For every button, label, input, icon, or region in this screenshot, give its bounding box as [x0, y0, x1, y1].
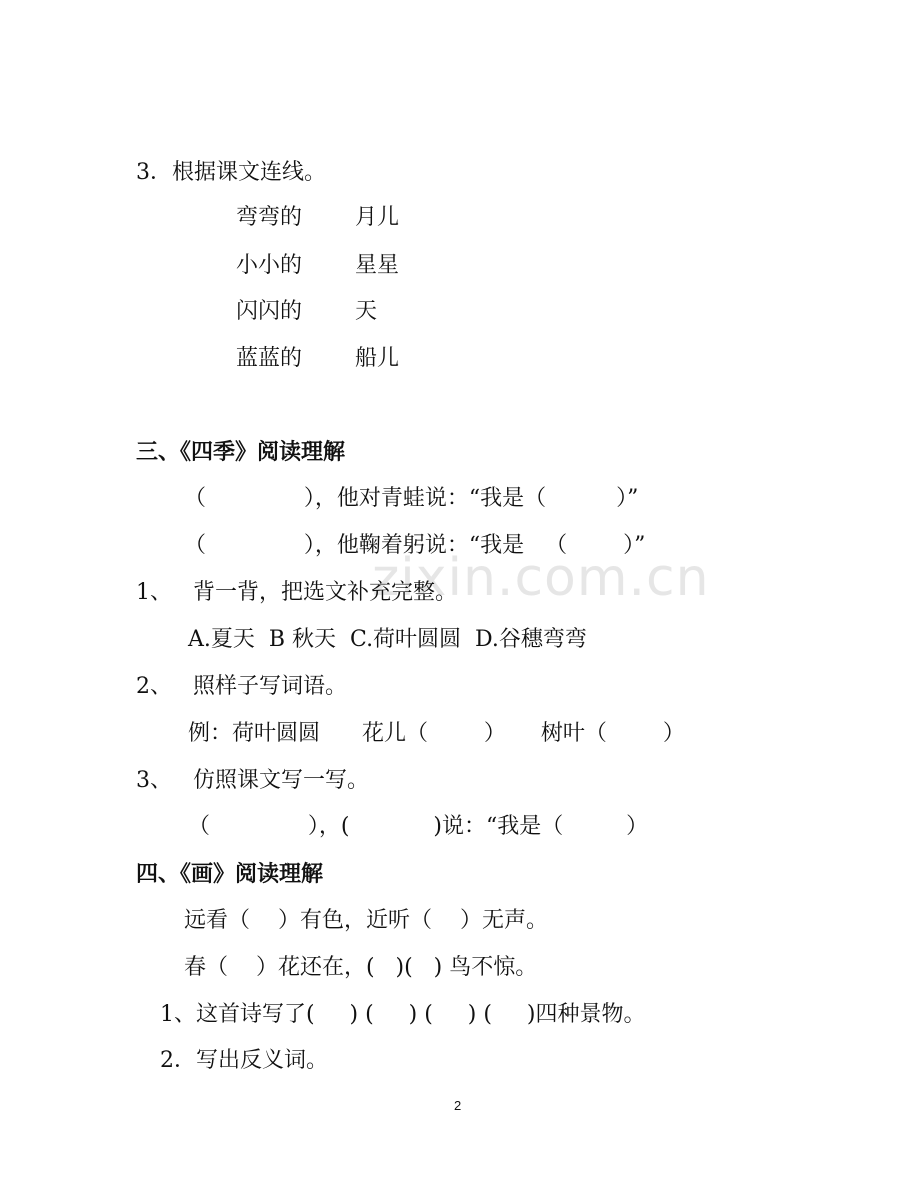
match-right-item: 天	[355, 299, 378, 324]
poem-line: 春（ ）花还在，( )( ) 鸟不惊。	[184, 955, 538, 980]
match-left-item: 弯弯的	[236, 205, 303, 230]
section-three-heading: 三、《四季》阅读理解	[136, 439, 346, 465]
page-number: 2	[454, 1098, 462, 1113]
match-right-item: 月儿	[355, 205, 400, 230]
poem-line: 远看（ ）有色，近听（ ）无声。	[184, 908, 548, 933]
question-1-options: A.夏天 B 秋天 C.荷叶圆圆 D.谷穗弯弯	[188, 627, 587, 652]
passage-line: （ ），他对青蛙说：“我是（ ）”	[184, 486, 639, 511]
question-1: 1、 背一背，把选文补充完整。	[136, 580, 457, 605]
poem-question-2: 2．写出反义词。	[160, 1048, 328, 1073]
match-left-item: 蓝蓝的	[236, 346, 303, 371]
match-left-item: 小小的	[236, 253, 303, 278]
watermark: zixin.com.cn	[372, 548, 710, 608]
match-left-item: 闪闪的	[236, 299, 303, 324]
question-2: 2、 照样子写词语。	[136, 674, 347, 699]
match-right-item: 船儿	[355, 346, 400, 371]
question-3: 3、 仿照课文写一写。	[136, 768, 369, 793]
passage-line: （ ），他鞠着躬说：“我是 （ ）”	[184, 533, 646, 558]
match-right-item: 星星	[355, 253, 400, 278]
question-2-example: 例：荷叶圆圆 花儿（ ） 树叶（ ）	[188, 721, 685, 746]
question-3-line: （ ），( )说：“我是（ ）	[188, 814, 649, 839]
poem-question-1: 1、这首诗写了( ) ( ) ( ) ( )四种景物。	[160, 1002, 646, 1027]
section-four-heading: 四、《画》阅读理解	[136, 861, 324, 887]
match-title: 3．根据课文连线。	[136, 160, 326, 185]
